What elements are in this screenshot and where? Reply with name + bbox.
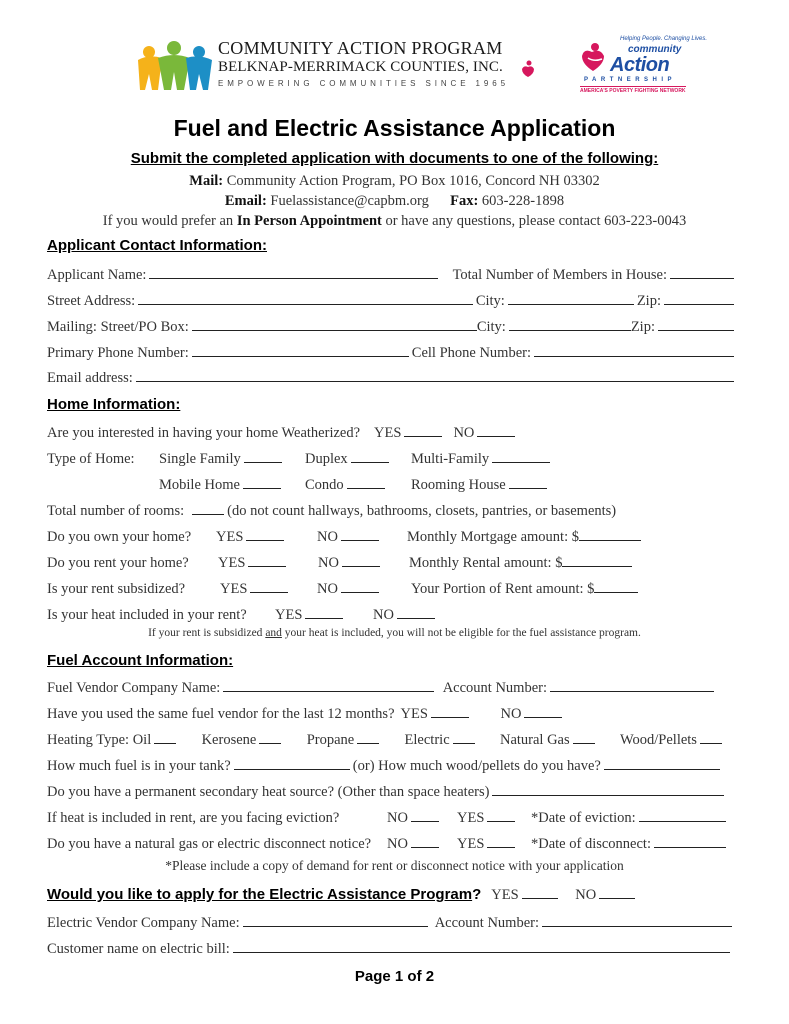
note-and: and <box>265 627 282 639</box>
electric-input[interactable] <box>453 742 475 744</box>
zip-label: Zip: <box>636 293 661 309</box>
yes-label: YES <box>218 555 246 571</box>
mailing-zip-field[interactable] <box>631 318 737 336</box>
electric-account-label: Account Number: <box>434 915 539 931</box>
eviction-label <box>47 809 387 827</box>
own-home-label <box>47 528 216 546</box>
rent-no[interactable] <box>318 554 409 572</box>
mail-line <box>0 172 789 190</box>
electric-no-input[interactable] <box>599 897 635 899</box>
electric-program-row <box>47 886 731 904</box>
no-label: NO <box>373 607 394 623</box>
no-label: NO <box>318 555 339 571</box>
option-label: Multi-Family <box>411 451 490 467</box>
rental-label: Monthly Rental amount: $ <box>409 555 563 571</box>
wood-label: (or) How much wood/pellets do you have? <box>352 758 601 774</box>
applicant-row-1 <box>47 266 737 284</box>
tank-input[interactable] <box>234 768 350 770</box>
in-person-post: or have any questions, please contact 603-223-0043 <box>385 213 687 229</box>
cap-logo-line1: COMMUNITY ACTION PROGRAM <box>218 38 503 58</box>
tank-row <box>47 757 723 775</box>
no-label: NO <box>575 887 597 903</box>
disconnect-date-label: *Date of disconnect: <box>531 836 651 852</box>
customer-name-input[interactable] <box>233 951 730 953</box>
rent-yes-input[interactable] <box>248 565 286 567</box>
no-label: NO <box>317 581 338 597</box>
in-person-bold: In Person Appointment <box>236 213 382 229</box>
page-number: Page 1 of 2 <box>354 968 435 985</box>
same-vendor-yes-input[interactable] <box>431 716 469 718</box>
cap-logo-line3: EMPOWERING COMMUNITIES SINCE 1965 <box>218 79 509 88</box>
electric-vendor-input[interactable] <box>243 925 428 927</box>
rooms-input[interactable] <box>192 513 224 515</box>
zip-input[interactable] <box>664 303 734 305</box>
disconnect-yes-input[interactable] <box>487 846 515 848</box>
section-home-heading: Home Information: <box>47 396 181 413</box>
option-label: Duplex <box>305 451 348 467</box>
electric-account-input[interactable] <box>542 925 732 927</box>
fuel-account-label: Account Number: <box>442 680 547 696</box>
mailing-city-input[interactable] <box>509 329 631 331</box>
heating-oil-input[interactable] <box>154 742 176 744</box>
applicant-row-3 <box>47 318 737 336</box>
electric-yes-input[interactable] <box>522 897 558 899</box>
street-address-input[interactable] <box>138 303 473 305</box>
heating-kerosene[interactable] <box>202 731 285 749</box>
in-person-line <box>0 212 789 230</box>
disconnect-date-field[interactable] <box>531 835 651 853</box>
cap-logo-line2: BELKNAP-MERRIMACK COUNTIES, INC. <box>218 59 503 75</box>
email-address-input[interactable] <box>136 380 734 382</box>
heating-propane[interactable] <box>307 731 383 749</box>
note-post: your heat is included, you will not be eligible for the fuel assistance program. <box>284 627 641 639</box>
home-type-row-1 <box>47 450 737 468</box>
weatherized-label: Are you interested in having your home Weatherized? <box>47 425 361 441</box>
subtitle: Submit the completed application with documents to one of the following: <box>130 150 659 167</box>
weatherized-no[interactable] <box>453 424 518 442</box>
partnership-tagline: Helping People. Changing Lives. <box>620 36 708 42</box>
no-label: NO <box>453 425 475 441</box>
mortgage-input[interactable] <box>579 539 641 541</box>
no-label: NO <box>317 529 338 545</box>
disconnect-label <box>47 835 387 853</box>
cell-phone-field[interactable] <box>412 344 737 362</box>
duplex-input[interactable] <box>351 461 389 463</box>
yes-label: YES <box>374 425 402 441</box>
fuel-vendor-label: Fuel Vendor Company Name: <box>47 680 221 696</box>
wood-pellets-input[interactable] <box>700 742 722 744</box>
section-electric-heading: Would you like to apply for the Electric Assistance Program <box>47 886 473 903</box>
mailing-input[interactable] <box>192 329 477 331</box>
tank-label: How much fuel is in your tank? <box>47 758 231 774</box>
yes-label: YES <box>400 706 428 722</box>
yes-label: YES <box>491 887 519 903</box>
disconnect-text: Do you have a natural gas or electric disconnect notice? <box>47 836 372 852</box>
home-type-mobile-home[interactable] <box>159 476 305 494</box>
subsidized-text: Is your rent subsidized? <box>47 581 186 597</box>
heat-included-row <box>47 606 737 624</box>
secondary-heat-field[interactable] <box>47 783 727 801</box>
eviction-yes[interactable] <box>457 809 531 827</box>
heating-natural-gas[interactable] <box>500 731 598 749</box>
mailing-address-field[interactable] <box>47 318 189 336</box>
weatherized-no-input[interactable] <box>477 435 515 437</box>
fuel-vendor-row <box>47 679 737 697</box>
eligibility-note <box>0 626 789 640</box>
applicant-row-2 <box>47 292 737 310</box>
option-label: Wood/Pellets <box>619 732 697 748</box>
home-type-rooming-house[interactable] <box>411 476 550 494</box>
own-yes[interactable] <box>216 528 317 546</box>
eviction-no[interactable] <box>387 809 457 827</box>
disconnect-no-input[interactable] <box>411 846 439 848</box>
option-label: Condo <box>305 477 344 493</box>
home-type-duplex[interactable] <box>305 450 411 468</box>
mailing-zip-label: Zip: <box>630 319 655 335</box>
yes-label: YES <box>220 581 248 597</box>
street-address-label: Street Address: <box>47 293 136 309</box>
rental-input[interactable] <box>562 565 632 567</box>
electric-yes[interactable] <box>491 886 575 904</box>
type-of-home-text: Type of Home: <box>47 451 135 467</box>
rental-field[interactable] <box>409 554 635 572</box>
rooms-label: Total number of rooms: <box>47 503 185 519</box>
same-vendor-text: Have you used the same fuel vendor for the last 12 months? <box>47 706 395 722</box>
yes-label: YES <box>457 836 485 852</box>
heat-no-input[interactable] <box>397 617 435 619</box>
own-row <box>47 528 737 546</box>
wood-input[interactable] <box>604 768 720 770</box>
electric-account-field[interactable] <box>435 914 735 932</box>
rent-portion-label: Your Portion of Rent amount: $ <box>411 581 595 597</box>
same-vendor-no-input[interactable] <box>524 716 562 718</box>
city-input[interactable] <box>508 303 634 305</box>
subsidized-yes[interactable] <box>220 580 317 598</box>
eviction-date-input[interactable] <box>639 820 726 822</box>
electric-no[interactable] <box>575 886 638 904</box>
eviction-text: If heat is included in rent, are you facing eviction? <box>47 810 340 826</box>
cap-logo <box>136 38 566 94</box>
members-label: Total Number of Members in House: <box>452 267 667 283</box>
multi-family-input[interactable] <box>492 461 550 463</box>
members-field[interactable] <box>453 266 737 284</box>
rent-portion-field[interactable] <box>411 580 641 598</box>
rent-row <box>47 554 737 572</box>
option-label: Kerosene <box>201 732 257 748</box>
no-label: NO <box>500 706 522 722</box>
rent-yes[interactable] <box>218 554 318 572</box>
customer-name-label: Customer name on electric bill: <box>47 941 230 957</box>
weatherized-question <box>47 424 360 442</box>
subsidized-label <box>47 580 220 598</box>
mailing-zip-input[interactable] <box>658 329 734 331</box>
street-address-field[interactable] <box>47 292 135 310</box>
option-label: Rooming House <box>411 477 506 493</box>
partnership-word3: PARTNERSHIP <box>584 77 677 83</box>
mobile-home-input[interactable] <box>243 487 281 489</box>
type-of-home-label <box>47 450 159 468</box>
section-fuel-heading: Fuel Account Information: <box>47 652 234 669</box>
same-vendor-yes[interactable] <box>401 705 501 723</box>
fuel-vendor-field[interactable] <box>47 679 220 697</box>
partnership-banner: AMERICA'S POVERTY FIGHTING NETWORK <box>580 88 686 94</box>
subsidized-no-input[interactable] <box>341 591 379 593</box>
cell-phone-input[interactable] <box>534 355 734 357</box>
fuel-account-field[interactable] <box>443 679 717 697</box>
option-label: Natural Gas <box>499 732 570 748</box>
fax-value: 603-228-1898 <box>481 193 565 209</box>
section-applicant-heading: Applicant Contact Information: <box>47 237 267 254</box>
option-label: Electric <box>404 732 450 748</box>
home-type-single-family[interactable] <box>159 450 305 468</box>
partnership-word1: community <box>628 44 682 55</box>
people-figures-icon <box>136 40 214 92</box>
fax-label: Fax: <box>450 193 479 209</box>
wood-field[interactable] <box>353 757 601 775</box>
mail-label: Mail: <box>189 173 224 189</box>
single-family-input[interactable] <box>244 461 282 463</box>
electric-vendor-label: Electric Vendor Company Name: <box>47 915 240 931</box>
email-label: Email: <box>224 193 267 209</box>
condo-input[interactable] <box>347 487 385 489</box>
heating-type-row <box>47 731 725 749</box>
in-person-pre: If you would prefer an <box>102 213 234 229</box>
disconnect-yes[interactable] <box>457 835 531 853</box>
own-home-text: Do you own your home? <box>47 529 192 545</box>
option-label: Single Family <box>159 451 241 467</box>
city-label: City: <box>475 293 505 309</box>
heating-type-label: Heating Type: <box>47 732 130 748</box>
eviction-date-label: *Date of eviction: <box>531 810 636 826</box>
note-pre: If your rent is subsidized <box>148 627 263 639</box>
cell-phone-label: Cell Phone Number: <box>411 345 531 361</box>
own-no[interactable] <box>317 528 407 546</box>
heat-included-text: Is your heat included in your rent? <box>47 607 247 623</box>
subsidized-yes-input[interactable] <box>250 591 288 593</box>
home-type-multi-family[interactable] <box>411 450 553 468</box>
heat-included-yes[interactable] <box>275 606 373 624</box>
disconnect-row <box>47 835 729 853</box>
disconnect-date-input[interactable] <box>654 846 726 848</box>
applicant-row-4 <box>47 344 737 362</box>
eviction-no-input[interactable] <box>411 820 439 822</box>
page-title: Fuel and Electric Assistance Application <box>173 115 616 141</box>
eviction-row <box>47 809 729 827</box>
email-address-field[interactable] <box>47 369 133 387</box>
no-label: NO <box>387 810 408 826</box>
rooms-note: (do not count hallways, bathrooms, closets, pantries, or basements) <box>227 503 617 519</box>
heating-oil-label: Oil <box>132 732 152 748</box>
natural-gas-input[interactable] <box>573 742 595 744</box>
home-type-row-2 <box>47 476 737 494</box>
secondary-heat-label: Do you have a permanent secondary heat source? (Other than space heaters) <box>47 784 490 800</box>
rent-home-label <box>47 554 218 572</box>
rooms-field[interactable] <box>47 502 737 520</box>
eviction-date-field[interactable] <box>531 809 636 827</box>
applicant-name-field[interactable] <box>47 266 146 284</box>
option-label: Propane <box>306 732 355 748</box>
home-type-condo[interactable] <box>305 476 411 494</box>
subsidized-row <box>47 580 737 598</box>
electric-vendor-field[interactable] <box>47 914 240 932</box>
primary-phone-field[interactable] <box>47 344 189 362</box>
subsidized-no[interactable] <box>317 580 411 598</box>
electric-heading-qmark: ? <box>472 886 482 903</box>
electric-vendor-row <box>47 914 735 932</box>
primary-phone-label: Primary Phone Number: <box>47 345 189 361</box>
propane-input[interactable] <box>357 742 379 744</box>
kerosene-input[interactable] <box>259 742 281 744</box>
zip-field[interactable] <box>637 292 737 310</box>
rent-home-text: Do you rent your home? <box>47 555 189 571</box>
secondary-heat-input[interactable] <box>492 794 724 796</box>
weatherized-yes[interactable] <box>374 424 445 442</box>
fuel-account-input[interactable] <box>550 690 714 692</box>
heat-included-label <box>47 606 275 624</box>
heart-hug-icon <box>580 42 608 72</box>
yes-label: YES <box>216 529 244 545</box>
disconnect-no[interactable] <box>387 835 457 853</box>
tank-field[interactable] <box>47 757 231 775</box>
heating-wood-pellets[interactable] <box>620 731 725 749</box>
weatherized-row <box>47 424 737 442</box>
mortgage-label: Monthly Mortgage amount: $ <box>407 529 579 545</box>
partnership-word2: Action <box>610 54 670 76</box>
heating-oil[interactable] <box>47 731 179 749</box>
city-field[interactable] <box>476 292 637 310</box>
applicant-row-5 <box>47 369 737 387</box>
mailing-city-label: City: <box>476 319 506 335</box>
same-vendor-row <box>47 705 737 723</box>
members-input[interactable] <box>670 277 734 279</box>
heat-included-no[interactable] <box>373 606 438 624</box>
same-vendor-no[interactable] <box>501 705 566 723</box>
option-label: Mobile Home <box>159 477 240 493</box>
customer-name-field[interactable] <box>47 940 733 958</box>
email-address-label: Email address: <box>47 370 133 386</box>
demand-note: *Please include a copy of demand for rent or disconnect notice with your application <box>165 858 624 873</box>
heat-yes-input[interactable] <box>305 617 343 619</box>
mail-value: Community Action Program, PO Box 1016, Concord NH 03302 <box>226 173 600 189</box>
cap-partnership-logo <box>578 36 708 98</box>
email-value[interactable]: Fuelassistance@capbm.org <box>270 193 429 209</box>
mortgage-field[interactable] <box>407 528 644 546</box>
same-vendor-label <box>47 705 395 723</box>
applicant-name-input[interactable] <box>149 277 437 279</box>
heating-electric[interactable] <box>405 731 478 749</box>
primary-phone-input[interactable] <box>192 355 409 357</box>
applicant-name-label: Applicant Name: <box>47 267 147 283</box>
eviction-yes-input[interactable] <box>487 820 515 822</box>
yes-label: YES <box>275 607 303 623</box>
heart-person-icon <box>520 60 536 78</box>
own-no-input[interactable] <box>341 539 379 541</box>
rent-portion-input[interactable] <box>594 591 638 593</box>
own-yes-input[interactable] <box>246 539 284 541</box>
rooming-house-input[interactable] <box>509 487 547 489</box>
yes-label: YES <box>457 810 485 826</box>
no-label: NO <box>387 836 408 852</box>
rent-no-input[interactable] <box>342 565 380 567</box>
fuel-vendor-input[interactable] <box>223 690 433 692</box>
mailing-label: Mailing: Street/PO Box: <box>47 319 189 335</box>
email-fax-line <box>0 192 789 210</box>
mailing-city-field[interactable] <box>477 318 631 336</box>
weatherized-yes-input[interactable] <box>404 435 442 437</box>
